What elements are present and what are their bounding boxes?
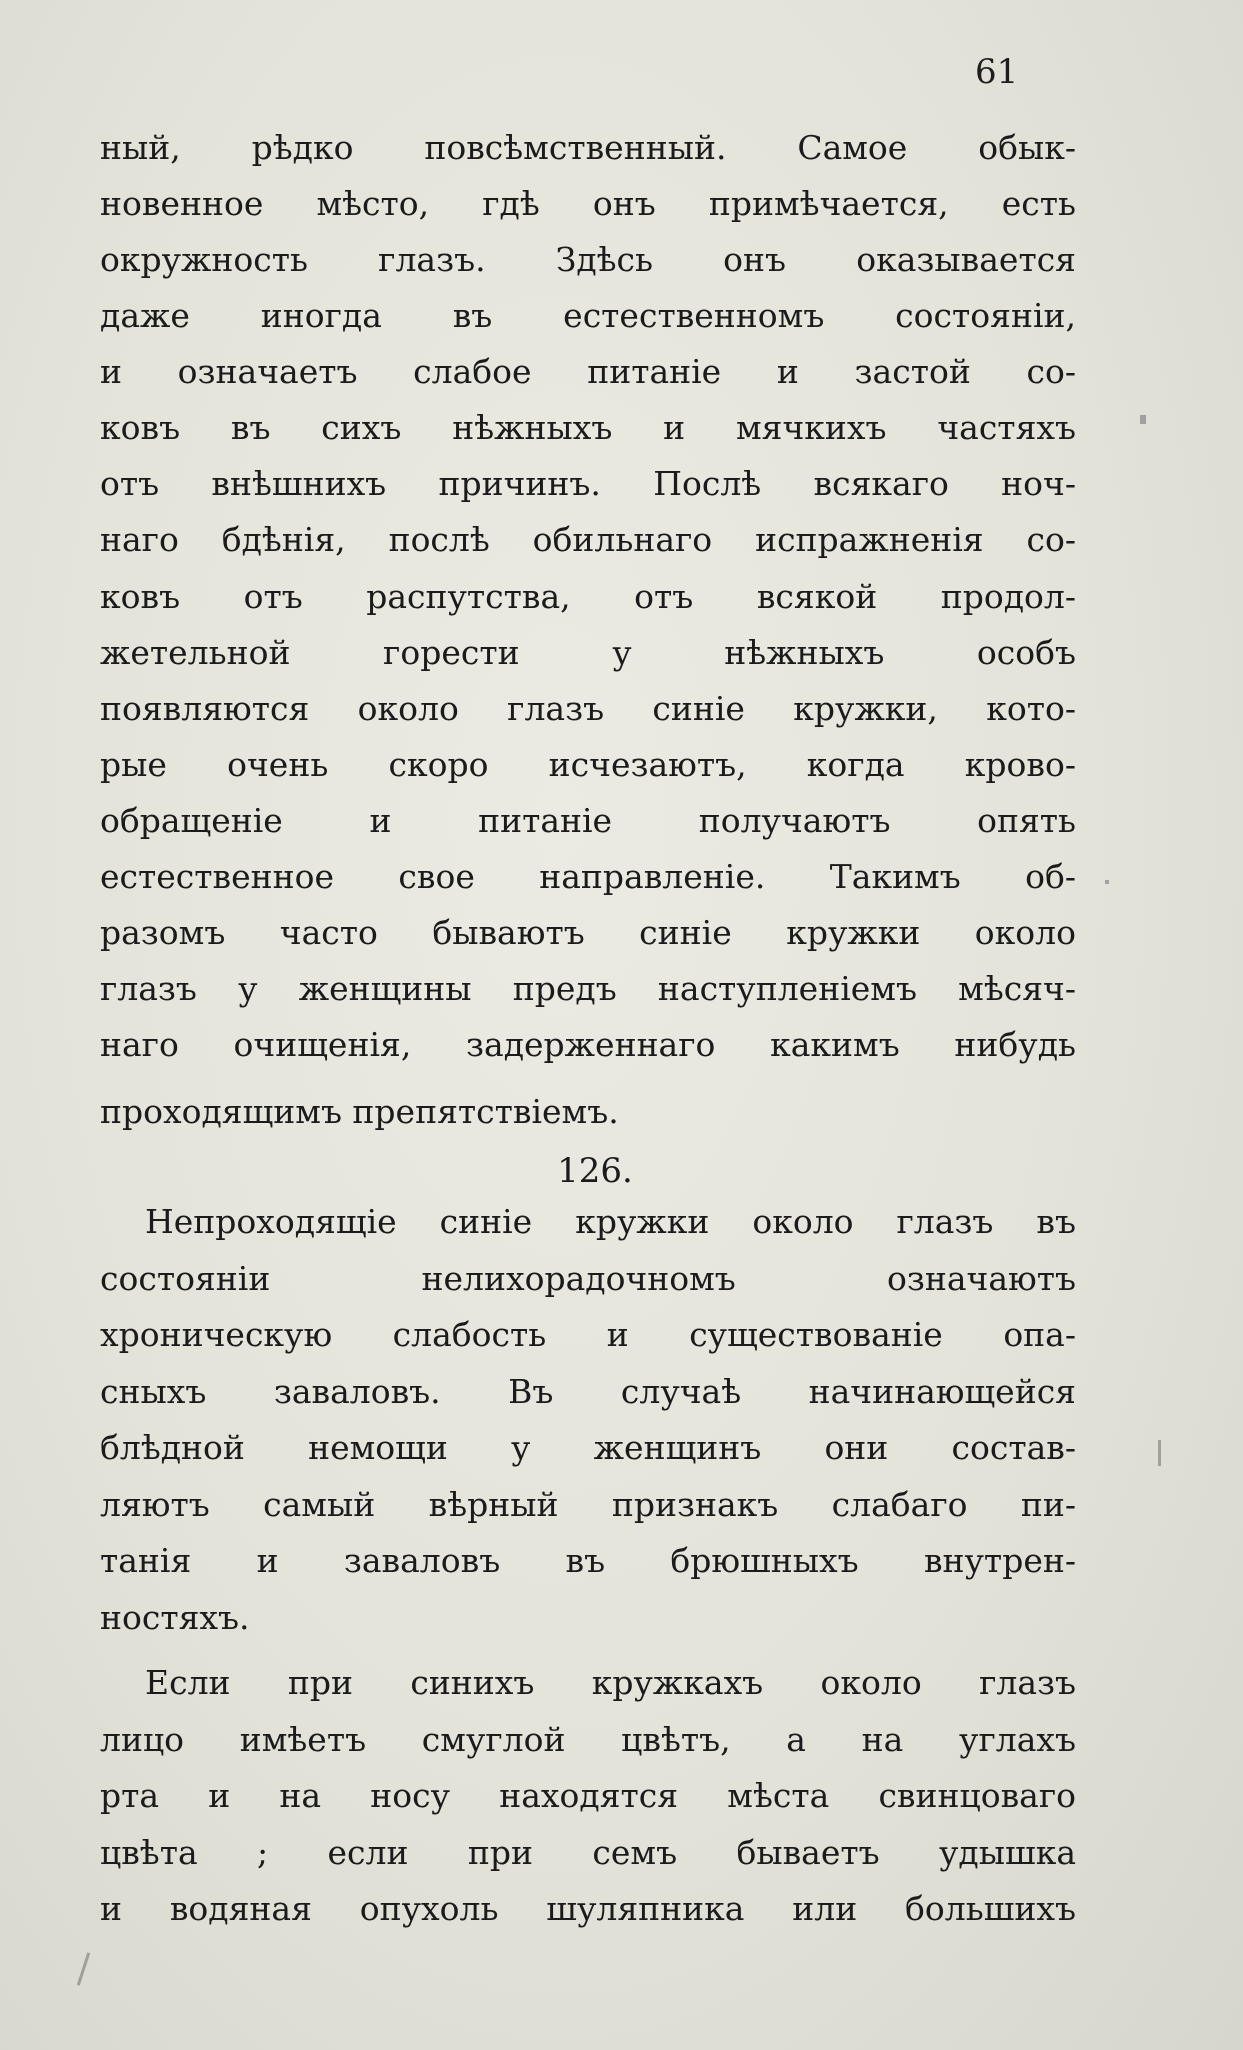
text-line: естественное свое направленіе. Такимъ об- bbox=[100, 857, 1076, 896]
text-line: Непроходящіе синіе кружки около глазъ въ bbox=[145, 1202, 1076, 1241]
text-line: отъ внѣшнихъ причинъ. Послѣ всякаго ноч- bbox=[100, 464, 1076, 503]
text-line: и означаетъ слабое питаніе и застой со- bbox=[100, 352, 1076, 391]
text-line: обращеніе и питаніе получаютъ опять bbox=[100, 801, 1076, 840]
text-line: лицо имѣетъ смуглой цвѣтъ, а на углахъ bbox=[100, 1720, 1076, 1759]
text-line: блѣдной немощи у женщинъ они состав- bbox=[100, 1428, 1076, 1467]
text-line: ный, рѣдко повсѣмственный. Самое обык- bbox=[100, 128, 1076, 167]
text-line: окружность глазъ. Здѣсь онъ оказывается bbox=[100, 240, 1076, 279]
text-line: ковъ отъ распутства, отъ всякой продол- bbox=[100, 577, 1076, 616]
paper-speck bbox=[1105, 880, 1109, 884]
text-line: хроническую слабость и существованіе опа- bbox=[100, 1315, 1076, 1354]
text-line: наго очищенія, задерженнаго какимъ нибудь bbox=[100, 1025, 1076, 1064]
text-line: цвѣта ; если при семъ бываетъ удышка bbox=[100, 1833, 1076, 1872]
text-line: рта и на носу находятся мѣста свинцоваго bbox=[100, 1776, 1076, 1815]
text-line: проходящимъ препятствіемъ. bbox=[100, 1092, 619, 1131]
text-line: и водяная опухоль шуляпника или большихъ bbox=[100, 1889, 1076, 1928]
text-line: Если при синихъ кружкахъ около глазъ bbox=[145, 1663, 1076, 1702]
text-line: наго бдѣнія, послѣ обильнаго испражненія со- bbox=[100, 520, 1076, 559]
text-line: даже иногда въ естественномъ состояніи, bbox=[100, 296, 1076, 335]
paper-speck bbox=[77, 1952, 90, 1985]
text-line: глазъ у женщины предъ наступленіемъ мѣсяч- bbox=[100, 969, 1076, 1008]
page-number: 61 bbox=[975, 52, 1019, 92]
text-line: состояніи нелихорадочномъ означаютъ bbox=[100, 1259, 1076, 1298]
text-line: ностяхъ. bbox=[100, 1598, 250, 1637]
paper-speck bbox=[1158, 1440, 1161, 1466]
text-line: разомъ часто бываютъ синіе кружки около bbox=[100, 913, 1076, 952]
text-line: ляютъ самый вѣрный признакъ слабаго пи- bbox=[100, 1485, 1076, 1524]
text-line: появляются около глазъ синіе кружки, кото- bbox=[100, 689, 1076, 728]
text-line: сныхъ заваловъ. Въ случаѣ начинающейся bbox=[100, 1372, 1076, 1411]
text-line: ковъ въ сихъ нѣжныхъ и мячкихъ частяхъ bbox=[100, 408, 1076, 447]
text-line: жетельной горести у нѣжныхъ особъ bbox=[100, 633, 1076, 672]
section-number: 126. bbox=[557, 1151, 633, 1191]
text-line: рые очень скоро исчезаютъ, когда крово- bbox=[100, 745, 1076, 784]
text-line: танія и заваловъ въ брюшныхъ внутрен- bbox=[100, 1541, 1076, 1580]
text-line: новенное мѣсто, гдѣ онъ примѣчается, есть bbox=[100, 184, 1076, 223]
paper-speck bbox=[1140, 415, 1146, 424]
